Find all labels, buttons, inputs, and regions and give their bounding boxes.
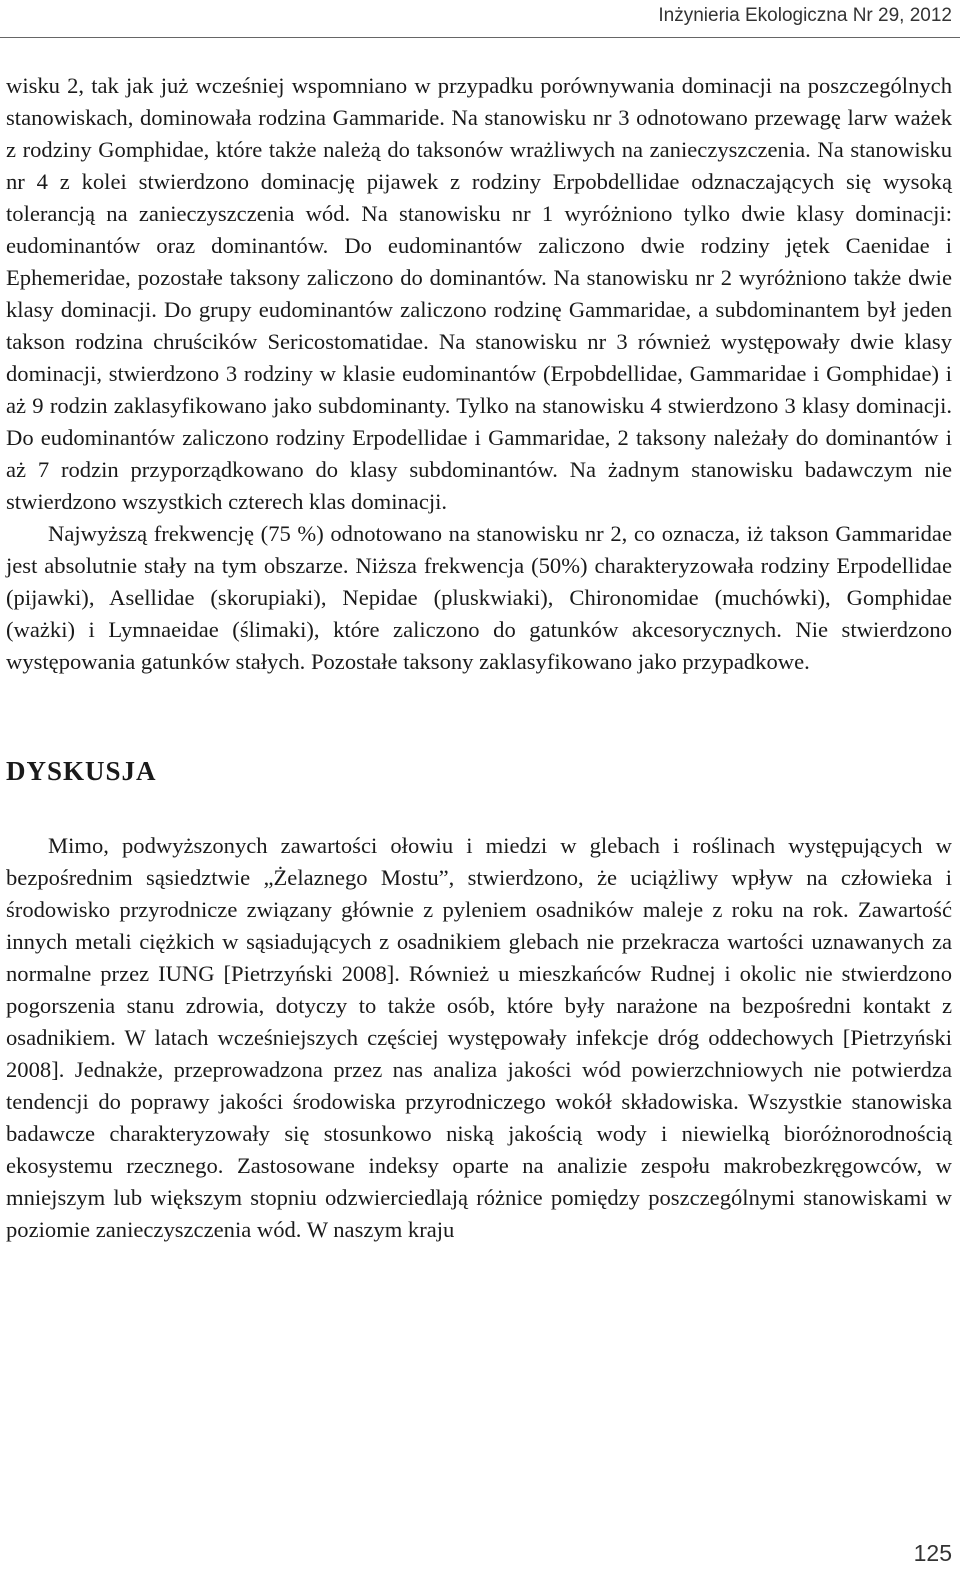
paragraph-discussion: Mimo, podwyższonych zawartości ołowiu i miedzi w glebach i roślinach występujących w bezpośrednim sąsiedztwie „Żelaznego Mostu”, stwierdzono, że uciążliwy wpływ na człowieka i środowisko przyrodnicze związany głównie z pyleniem osadników maleje z roku na rok. Zawartość innych metali ciężkich w sąsiadujących z osadnikiem glebach nie przekracza wartości uznawanych za normalne przez IUNG [Pietrzyński 2008]. Również u mieszkańców Rudnej i okolic nie stwierdzono pogorszenia stanu zdrowia, dotyczy to także osób, które były narażone na bezpośredni kontakt z osadnikiem. W latach wcześniejszych częściej występowały infekcje dróg oddechowych [Pietrzyński 2008]. Jednakże, przeprowadzona przez nas analiza jakości wód powierzchniowych nie potwierdza tendencji do poprawy jakości środowiska przyrodniczego wokół składowiska. Wszystkie stanowiska badawcze charakteryzowały się stosunkowo niską jakością wody i niewielką bioróżnorodnością ekosystemu rzecznego. Zastosowane indeksy oparte na analizie zespołu makrobezkręgowców, w mniejszym lub większym stopniu odzwierciedlają różnice pomiędzy poszczególnymi stanowiskami w poziomie zanieczyszczenia wód. W naszym kraju xyxy=(6,833,952,1242)
page-number: 125 xyxy=(913,1540,952,1566)
page-body xyxy=(6,70,952,1246)
header-divider xyxy=(0,37,960,38)
section-heading-discussion: DYSKUSJA xyxy=(6,756,157,786)
journal-title: Inżynieria Ekologiczna Nr 29, 2012 xyxy=(658,5,952,26)
paragraph-continuation: wisku 2, tak jak już wcześniej wspomniano w przypadku porównywania dominacji na poszczególnych stanowiskach, dominowała rodzina Gammaride. Na stanowisku nr 3 odnotowano przewagę larw ważek z rodziny Gomphidae, które także należą do taksonów wrażliwych na zanieczyszczenia. Na stanowisku nr 4 z kolei stwierdzono dominację pijawek z rodziny Erpobdellidae odznaczających się wysoką tolerancją na zanieczyszczenia wód. Na stanowisku nr 1 wyróżniono tylko dwie klasy dominacji: eudominantów oraz dominantów. Do eudominantów zaliczono dwie rodziny jętek Caenidae i Ephemeridae, pozostałe taksony zaliczono do dominantów. Na stanowisku nr 2 wyróżniono także dwie klasy dominacji. Do grupy eudominantów zaliczono rodzinę Gammaridae, a subdominantem był jeden takson rodzina chruścików Sericostomatidae. Na stanowisku nr 3 również występowały dwie klasy dominacji, stwierdzono 3 rodziny w klasie eudominantów (Erpobdellidae, Gammaridae i Gomphidae) i aż 9 rodzin zaklasyfikowano jako subdominanty. Tylko na stanowisku 4 stwierdzono 3 klasy dominacji. Do eudominantów zaliczono rodziny Erpodellidae i Gammaridae, 2 taksony należały do dominantów i aż 7 rodzin przyporządkowano do klasy subdominantów. Na żadnym stanowisku badawczym nie stwierdzono wszystkich czterech klas dominacji. xyxy=(6,73,952,514)
running-header xyxy=(0,0,960,40)
paragraph-frequency: Najwyższą frekwencję (75 %) odnotowano na stanowisku nr 2, co oznacza, iż takson Gammaridae jest absolutnie stały na tym obszarze. Niższa frekwencja (50%) charakteryzowała rodziny Erpodellidae (pijawki), Asellidae (skorupiaki), Nepidae (pluskwiaki), Chironomidae (muchówki), Gomphidae (ważki) i Lymnaeidae (ślimaki), które zaliczono do gatunków akcesorycznych. Nie stwierdzono występowania gatunków stałych. Pozostałe taksony zaklasyfikowano jako przypadkowe. xyxy=(6,521,952,674)
